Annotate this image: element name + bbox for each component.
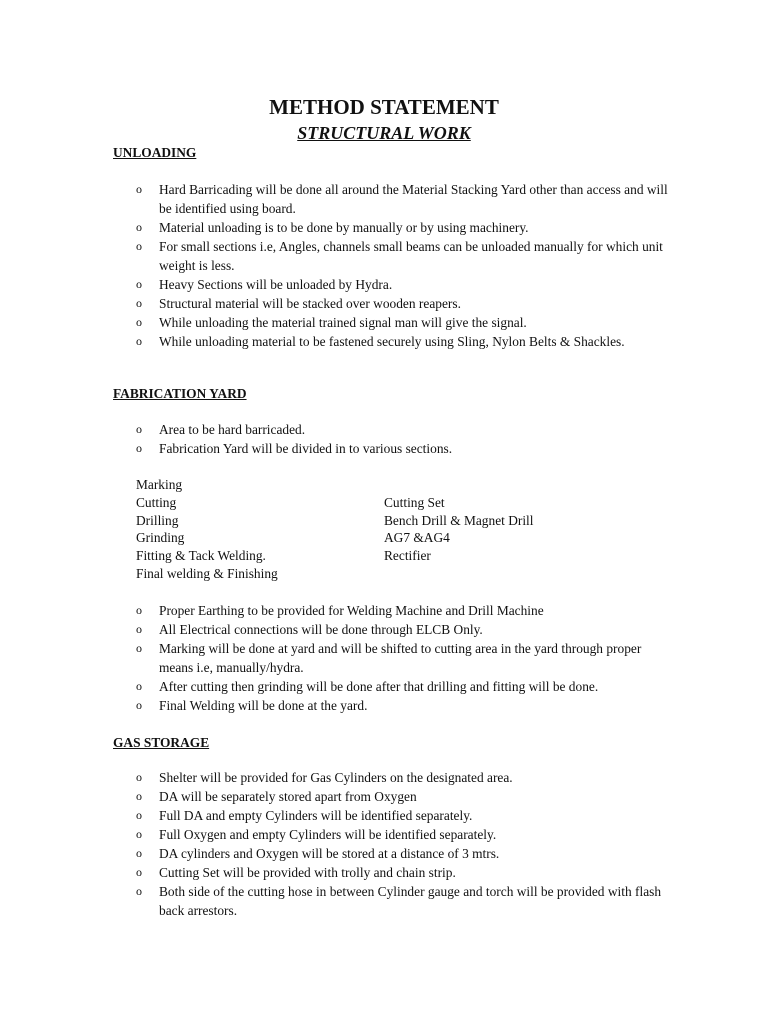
process-cell: Cutting [136,494,177,510]
list-item: o DA cylinders and Oxygen will be stored at a distance of 3 mtrs. [136,844,676,863]
list-item: o Heavy Sections will be unloaded by Hydra. [136,275,676,294]
list-item: o Marking will be done at yard and will be shifted to cutting area in the yard through proper means i.e, manually/hydra. [136,639,676,677]
fabrication-sections-table [136,476,656,583]
section-heading-gas-storage: GAS STORAGE [113,735,210,750]
list-item: o Both side of the cutting hose in between Cylinder gauge and torch will be provided with flash back arrestors. [136,882,676,920]
list-item: o Final Welding will be done at the yard. [136,696,676,715]
process-cell: Fitting & Tack Welding. [136,548,266,564]
list-item: o After cutting then grinding will be done after that drilling and fitting will be done. [136,677,676,696]
list-item: o Proper Earthing to be provided for Welding Machine and Drill Machine [136,601,676,620]
table-row [136,565,656,583]
process-cell: Grinding [136,530,185,546]
table-row [136,547,656,565]
equipment-cell [384,565,656,583]
list-item: o All Electrical connections will be done through ELCB Only. [136,620,676,639]
list-item: o Fabrication Yard will be divided in to various sections. [136,439,676,458]
section-heading-fabrication-yard: FABRICATION YARD [113,386,247,401]
process-cell: Marking [136,477,183,492]
equipment-cell [384,476,656,494]
equipment-cell: Bench Drill & Magnet Drill [384,512,534,528]
equipment-cell: Cutting Set [384,494,445,510]
process-cell: Final welding & Finishing [136,565,278,581]
list-item: o Hard Barricading will be done all around the Material Stacking Yard other than access and will be identified using board. [136,180,676,218]
list-item: o DA will be separately stored apart from Oxygen [136,787,676,806]
table-row [136,476,656,494]
document-subtitle: STRUCTURAL WORK [297,123,471,143]
list-item: o Full DA and empty Cylinders will be identified separately. [136,806,676,825]
equipment-cell: Rectifier [384,548,431,564]
list-item: o Material unloading is to be done by manually or by using machinery. [136,218,676,237]
table-row [136,529,656,547]
list-item: o For small sections i.e, Angles, channels small beams can be unloaded manually for which unit weight is less. [136,237,676,275]
gas-storage-list [136,768,676,920]
list-item: o Area to be hard barricaded. [136,420,676,439]
table-row [136,494,656,512]
list-item: o While unloading material to be fastened securely using Sling, Nylon Belts & Shackles. [136,332,676,351]
list-item: o Full Oxygen and empty Cylinders will be identified separately. [136,825,676,844]
fabrication-rules-list [136,601,676,715]
equipment-cell: AG7 &AG4 [384,530,450,546]
list-item: o Structural material will be stacked over wooden reapers. [136,294,676,313]
section-heading-unloading: UNLOADING [113,145,197,160]
list-item: o Cutting Set will be provided with trolly and chain strip. [136,863,676,882]
document-title: METHOD STATEMENT [269,95,499,119]
list-item: o While unloading the material trained signal man will give the signal. [136,313,676,332]
unloading-list [136,180,676,351]
process-cell: Drilling [136,512,179,528]
list-item: o Shelter will be provided for Gas Cylinders on the designated area. [136,768,676,787]
fabrication-list [136,420,676,458]
table-row [136,512,656,530]
